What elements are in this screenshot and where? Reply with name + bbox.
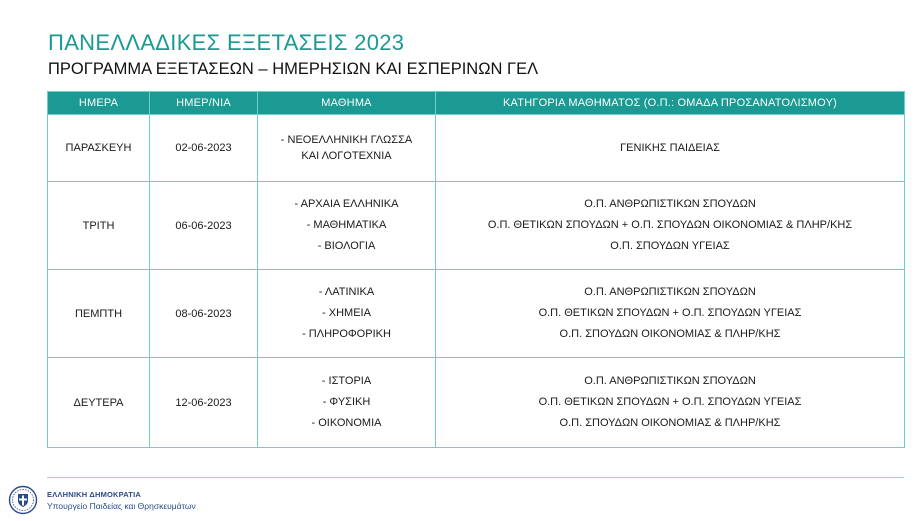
cell-date: 08-06-2023 [150, 270, 258, 358]
subject-line: ΚΑΙ ΛΟΓΟΤΕΧΝΙΑ [301, 150, 392, 162]
cell-date: 06-06-2023 [150, 182, 258, 270]
table-row [48, 182, 905, 270]
cell-categories [436, 182, 905, 270]
cell-subjects [258, 358, 436, 448]
table-row [48, 358, 905, 448]
category-line: Ο.Π. ΣΠΟΥΔΩΝ ΟΙΚΟΝΟΜΙΑΣ & ΠΛΗΡ/ΚΗΣ [559, 417, 781, 429]
subject-line: - ΠΛΗΡΟΦΟΡΙΚΗ [302, 328, 391, 340]
cell-categories [436, 358, 905, 448]
greek-coat-of-arms-icon [8, 485, 38, 515]
column-header-subject: ΜΑΘΗΜΑ [258, 92, 436, 115]
column-header-category: ΚΑΤΗΓΟΡΙΑ ΜΑΘΗΜΑΤΟΣ (Ο.Π.: ΟΜΑΔΑ ΠΡΟΣΑΝΑΤΟΛΙΣΜΟΥ) [436, 92, 905, 115]
category-line: Ο.Π. ΣΠΟΥΔΩΝ ΟΙΚΟΝΟΜΙΑΣ & ΠΛΗΡ/ΚΗΣ [559, 328, 781, 340]
cell-subjects [258, 182, 436, 270]
table-row [48, 270, 905, 358]
cell-day: ΠΕΜΠΤΗ [48, 270, 150, 358]
table-row [48, 115, 905, 182]
cell-subjects [258, 115, 436, 182]
subject-line: - ΜΑΘΗΜΑΤΙΚΑ [306, 219, 387, 231]
cell-day: ΔΕΥΤΕΡΑ [48, 358, 150, 448]
cell-subjects [258, 270, 436, 358]
cell-day: ΠΑΡΑΣΚΕΥΗ [48, 115, 150, 182]
page-title: ΠΑΝΕΛΛΑΔΙΚΕΣ ΕΞΕΤΑΣΕΙΣ 2023 [48, 30, 405, 55]
category-line: ΓΕΝΙΚΗΣ ΠΑΙΔΕΙΑΣ [620, 142, 720, 154]
cell-categories [436, 115, 905, 182]
subject-line: - ΝΕΟΕΛΛΗΝΙΚΗ ΓΛΩΣΣΑ [280, 134, 413, 146]
subject-line: - ΑΡΧΑΙΑ ΕΛΛΗΝΙΚΑ [294, 198, 399, 210]
subject-line: - ΧΗΜΕΙΑ [322, 307, 371, 319]
cell-date: 02-06-2023 [150, 115, 258, 182]
cell-categories [436, 270, 905, 358]
subject-line: - ΛΑΤΙΝΙΚΑ [318, 286, 375, 298]
category-line: Ο.Π. ΑΝΘΡΩΠΙΣΤΙΚΩΝ ΣΠΟΥΔΩΝ [584, 375, 756, 387]
category-line: Ο.Π. ΑΝΘΡΩΠΙΣΤΙΚΩΝ ΣΠΟΥΔΩΝ [584, 198, 756, 210]
footer-ministry: Υπουργείο Παιδείας και Θρησκευμάτων [47, 501, 196, 511]
footer-organization: ΕΛΛΗΝΙΚΗ ΔΗΜΟΚΡΑΤΙΑ [47, 490, 141, 499]
subject-line: - ΙΣΤΟΡΙΑ [321, 375, 372, 387]
column-header-date: ΗΜΕΡ/ΝΙΑ [150, 92, 258, 115]
category-line: Ο.Π. ΘΕΤΙΚΩΝ ΣΠΟΥΔΩΝ + Ο.Π. ΣΠΟΥΔΩΝ ΥΓΕΙΑΣ [538, 307, 802, 319]
column-header-day: ΗΜΕΡΑ [48, 92, 150, 115]
subject-line: - ΟΙΚΟΝΟΜΙΑ [311, 417, 382, 429]
subject-line: - ΦΥΣΙΚΗ [322, 396, 371, 408]
page-subtitle: ΠΡΟΓΡΑΜΜΑ ΕΞΕΤΑΣΕΩΝ – ΗΜΕΡΗΣΙΩΝ ΚΑΙ ΕΣΠΕΡΙΝΩΝ ΓΕΛ [48, 60, 539, 78]
footer-divider [47, 477, 904, 478]
subject-line: - ΒΙΟΛΟΓΙΑ [317, 240, 376, 252]
cell-day: ΤΡΙΤΗ [48, 182, 150, 270]
category-line: Ο.Π. ΣΠΟΥΔΩΝ ΥΓΕΙΑΣ [610, 240, 730, 252]
exam-schedule-table [47, 91, 905, 448]
cell-date: 12-06-2023 [150, 358, 258, 448]
category-line: Ο.Π. ΘΕΤΙΚΩΝ ΣΠΟΥΔΩΝ + Ο.Π. ΣΠΟΥΔΩΝ ΟΙΚΟΝΟΜΙΑΣ & ΠΛΗΡ/ΚΗΣ [487, 219, 853, 231]
category-line: Ο.Π. ΑΝΘΡΩΠΙΣΤΙΚΩΝ ΣΠΟΥΔΩΝ [584, 286, 756, 298]
table-header-row [48, 92, 905, 115]
category-line: Ο.Π. ΘΕΤΙΚΩΝ ΣΠΟΥΔΩΝ + Ο.Π. ΣΠΟΥΔΩΝ ΥΓΕΙΑΣ [538, 396, 802, 408]
